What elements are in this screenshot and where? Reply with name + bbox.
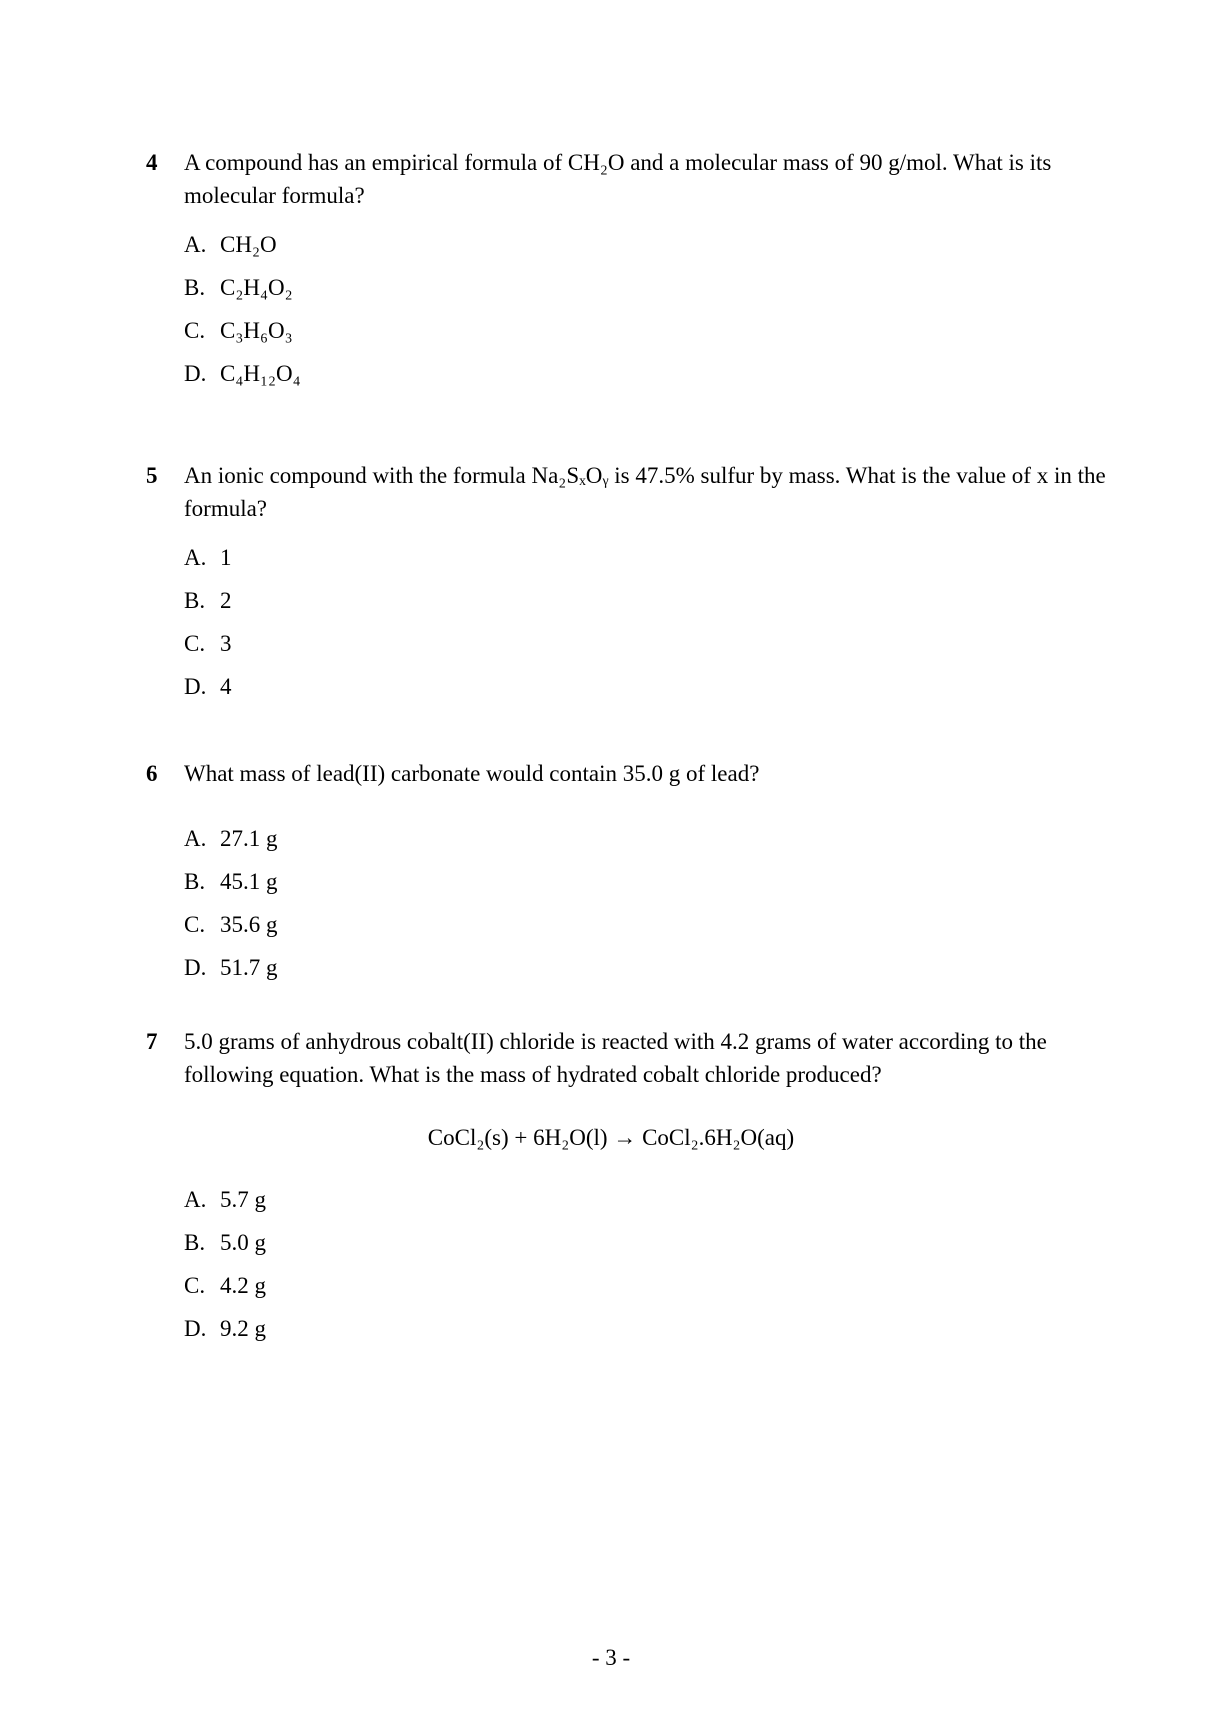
option-text: 3 bbox=[220, 631, 232, 656]
question-stem: What mass of lead(II) carbonate would contain 35.0 g of lead? bbox=[184, 761, 760, 786]
option-text: 4 bbox=[220, 674, 232, 699]
option-text: C₃H₆O₃ bbox=[220, 318, 293, 343]
options-list bbox=[184, 1183, 266, 1355]
option-letter: B. bbox=[184, 1230, 206, 1255]
option-text: 2 bbox=[220, 588, 232, 613]
question-number: 5 bbox=[146, 463, 158, 488]
option-text: 4.2 g bbox=[220, 1273, 266, 1298]
option-c[interactable] bbox=[184, 314, 301, 357]
option-text: C₄H₁₂O₄ bbox=[220, 361, 301, 386]
option-text: 5.7 g bbox=[220, 1187, 266, 1212]
option-text: 45.1 g bbox=[220, 869, 278, 894]
option-text: C₂H₄O₂ bbox=[220, 275, 293, 300]
option-text: 27.1 g bbox=[220, 826, 278, 851]
option-a[interactable] bbox=[184, 1183, 266, 1226]
option-letter: C. bbox=[184, 318, 206, 343]
option-letter: A. bbox=[184, 826, 207, 851]
option-a[interactable] bbox=[184, 822, 278, 865]
chemical-equation: CoCl₂(s) + 6H₂O(l) → CoCl₂.6H₂O(aq) bbox=[427, 1125, 795, 1150]
option-c[interactable] bbox=[184, 627, 232, 670]
option-b[interactable] bbox=[184, 584, 232, 627]
option-d[interactable] bbox=[184, 1312, 266, 1355]
option-d[interactable] bbox=[184, 670, 232, 713]
option-b[interactable] bbox=[184, 271, 301, 314]
option-c[interactable] bbox=[184, 908, 278, 951]
option-text: 1 bbox=[220, 545, 232, 570]
option-letter: C. bbox=[184, 912, 206, 937]
option-letter: D. bbox=[184, 674, 207, 699]
option-letter: D. bbox=[184, 361, 207, 386]
option-text: 51.7 g bbox=[220, 955, 278, 980]
option-d[interactable] bbox=[184, 951, 278, 994]
option-letter: A. bbox=[184, 232, 207, 257]
option-a[interactable] bbox=[184, 228, 301, 271]
option-letter: D. bbox=[184, 1316, 207, 1341]
option-text: 35.6 g bbox=[220, 912, 278, 937]
question-number: 6 bbox=[146, 761, 158, 786]
question-stem: 5.0 grams of anhydrous cobalt(II) chloride is reacted with 4.2 grams of water according to the following equation. What is the mass of hydrated cobalt chloride produced? bbox=[184, 1029, 1047, 1087]
option-letter: B. bbox=[184, 869, 206, 894]
option-b[interactable] bbox=[184, 865, 278, 908]
page-number: - 3 - bbox=[591, 1645, 631, 1670]
option-letter: A. bbox=[184, 1187, 207, 1212]
option-text: 9.2 g bbox=[220, 1316, 266, 1341]
option-letter: B. bbox=[184, 275, 206, 300]
option-letter: B. bbox=[184, 588, 206, 613]
option-text: 5.0 g bbox=[220, 1230, 266, 1255]
option-c[interactable] bbox=[184, 1269, 266, 1312]
question-number: 7 bbox=[146, 1029, 158, 1054]
options-list bbox=[184, 541, 232, 713]
question-stem: An ionic compound with the formula Na₂SₓOᵧ is 47.5% sulfur by mass. What is the value of x in the formula? bbox=[184, 463, 1106, 521]
option-b[interactable] bbox=[184, 1226, 266, 1269]
question-number: 4 bbox=[146, 150, 158, 175]
option-letter: C. bbox=[184, 1273, 206, 1298]
options-list bbox=[184, 822, 278, 994]
options-list bbox=[184, 228, 301, 400]
option-letter: C. bbox=[184, 631, 206, 656]
option-letter: D. bbox=[184, 955, 207, 980]
option-letter: A. bbox=[184, 545, 207, 570]
option-d[interactable] bbox=[184, 357, 301, 400]
option-a[interactable] bbox=[184, 541, 232, 584]
option-text: CH₂O bbox=[220, 232, 277, 257]
question-stem: A compound has an empirical formula of CH₂O and a molecular mass of 90 g/mol. What is its molecular formula? bbox=[184, 150, 1052, 208]
